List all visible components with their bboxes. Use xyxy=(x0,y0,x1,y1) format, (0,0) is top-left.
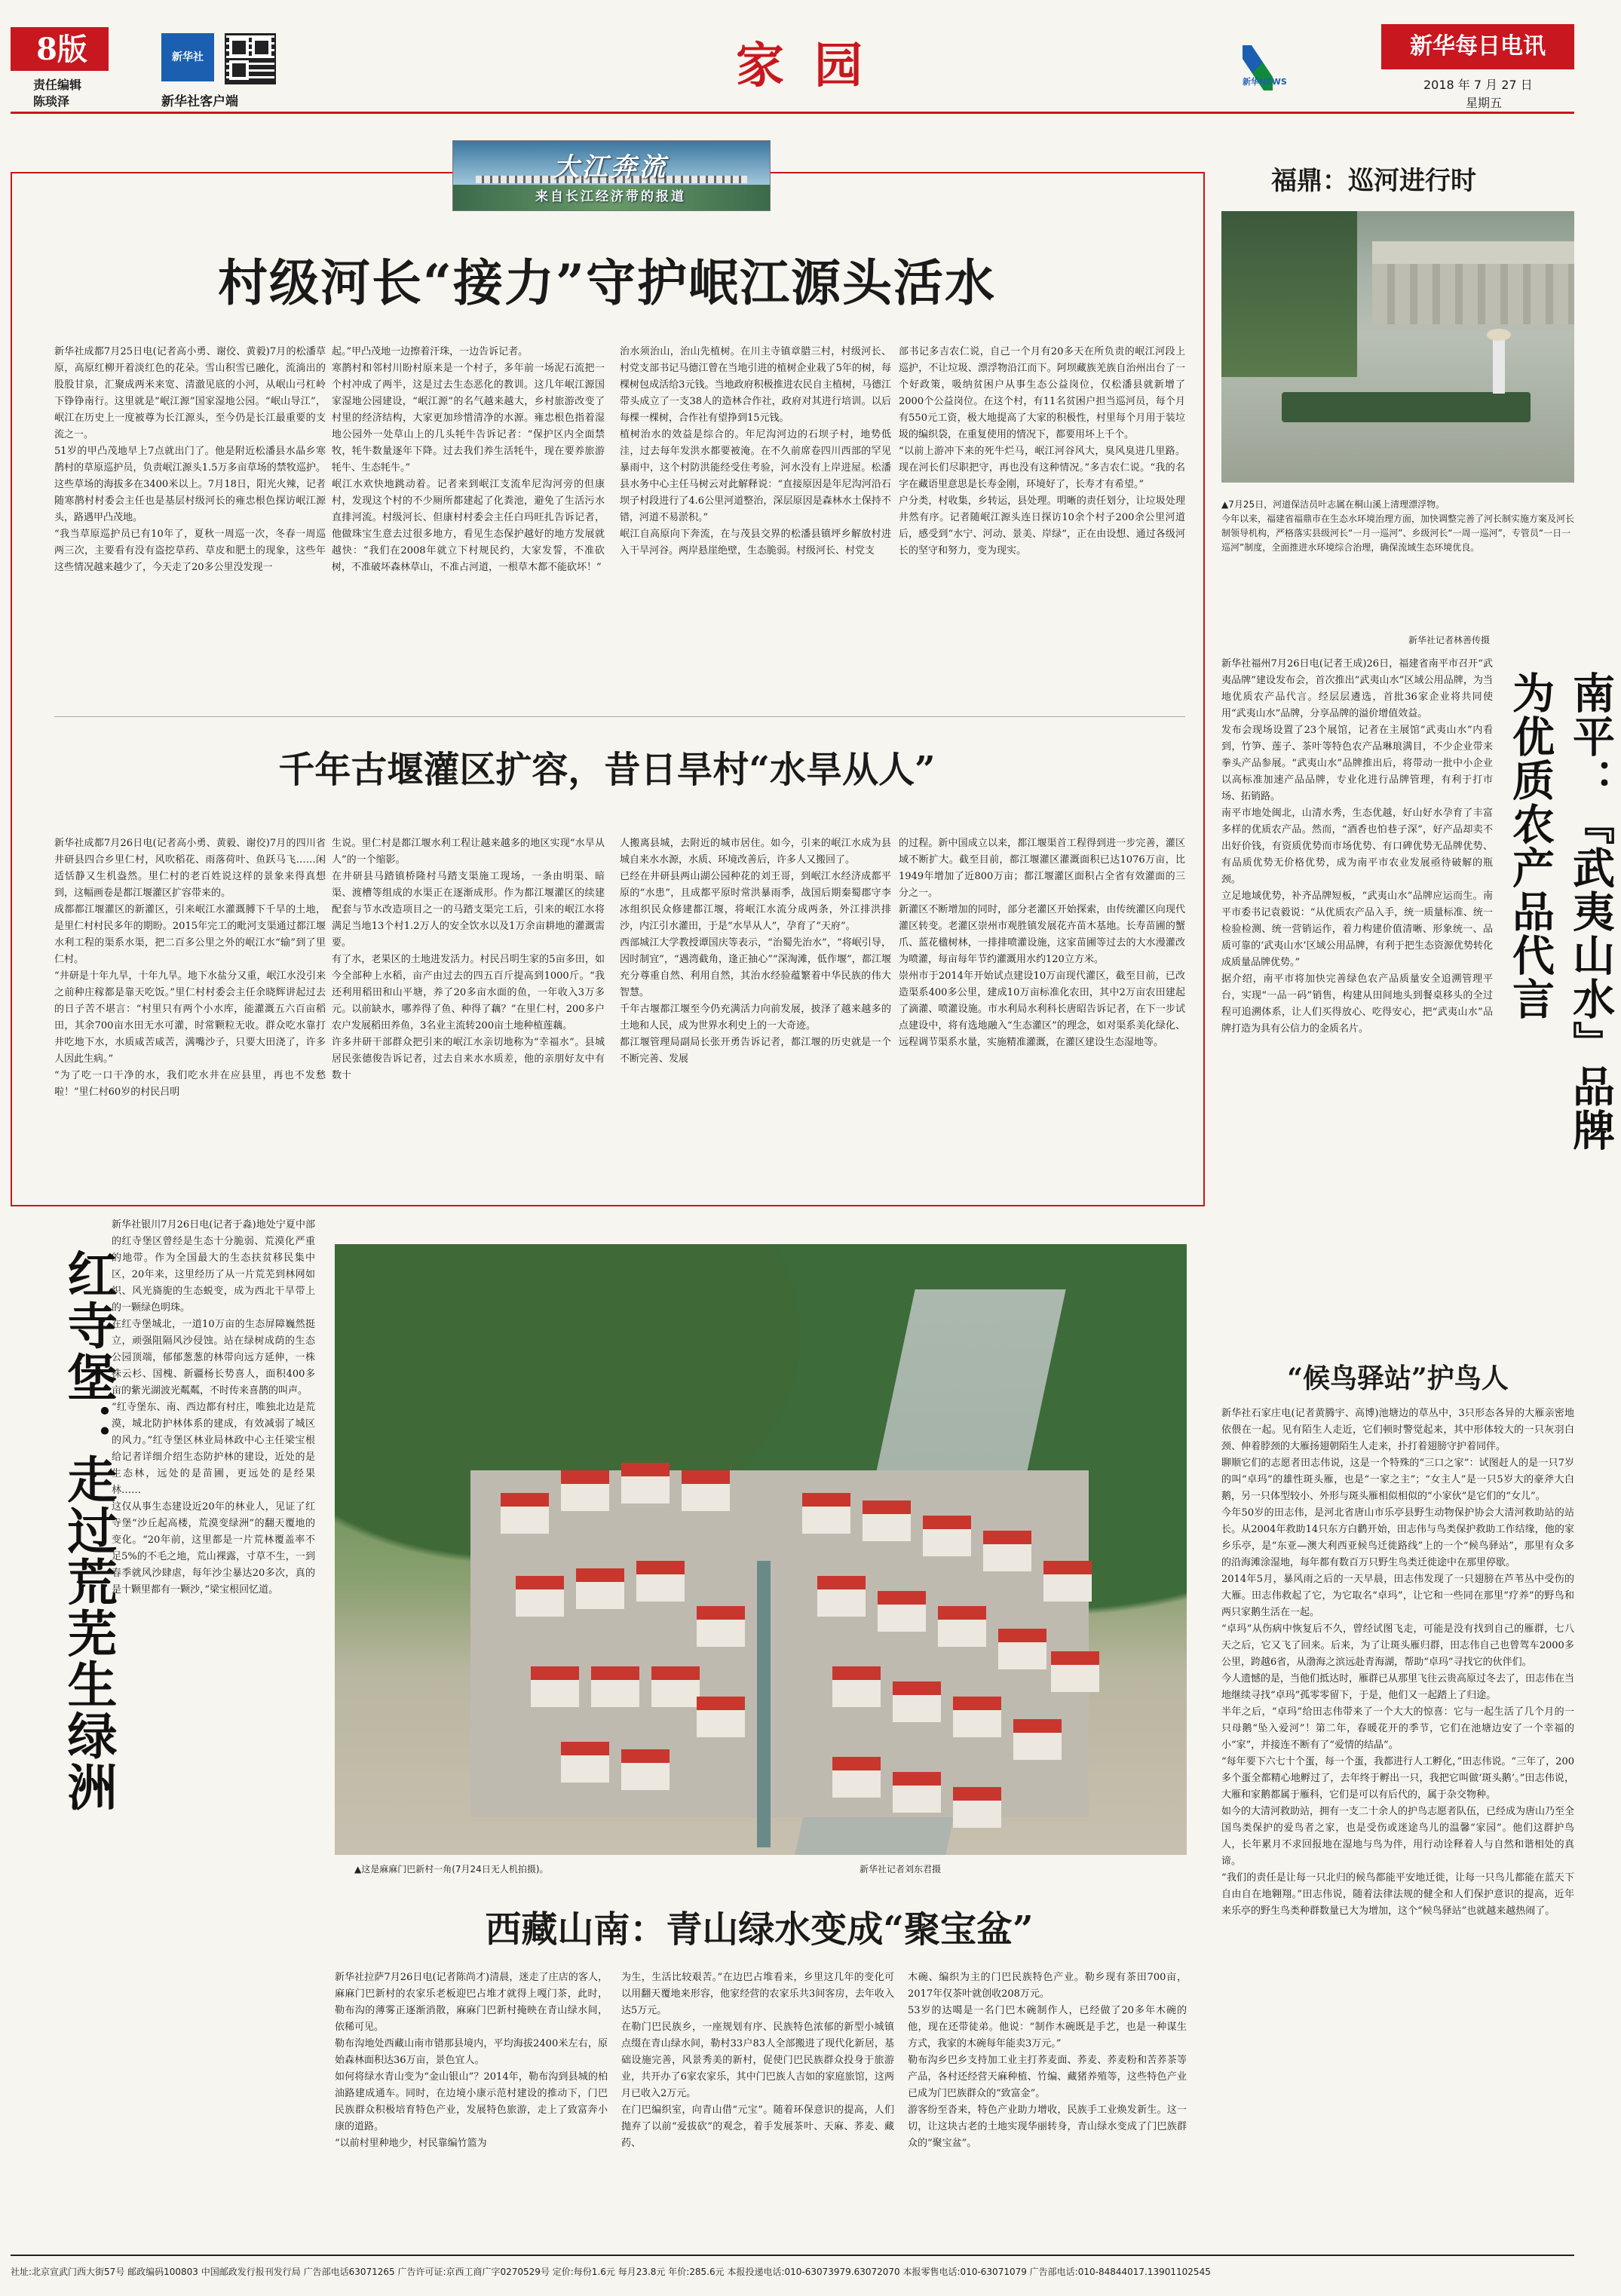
section-title: 家园 xyxy=(736,38,893,94)
editor-label: 责任编辑 xyxy=(33,78,82,92)
article4-col1: 新华社拉萨7月26日电(记者陈尚才)清晨，迷走了庄店的客人，麻麻门巴新村的农家乐老板迎巴占堆才就得上嘎门茶，此时，勒布沟的薄雾正逐渐消散，麻麻门巴新村掩映在青山绿水间，依稀可见。 勒布沟地处西藏山南市错那县境内，平均海拔2400米左右，原始森林面积达36万亩，景色宜人。 如何将绿水青山变为“金山银山”？2014年，勒布沟到县城的柏油路建成通车。同时，在边境小康示范村建设的推动下，门巴民族群众积极培育特色产业，发展特色旅游，走上了致富奔小康的道路。 “以前村里种地少，村民靠编竹篮为 xyxy=(335,1972,608,2149)
village-house xyxy=(682,1470,730,1511)
divider xyxy=(54,716,1185,717)
village-house xyxy=(1043,1561,1092,1602)
article2-col3: 人搬离县城，去附近的城市居住。如今，引来的岷江水成为县城自来水水源，水质、环境改善后，许多人又搬回了。 已经在井研县两山湖公园种花的刘王哥，到岷江水经济成都平原的“水患”，且成都平原时常洪暴雨季，战国后期秦蜀郡守李冰组织民众修建都江堰，将岷江水流分成两条，外江排洪排沙，内江引水灌田，于是“水旱从人”，孕育了“天府”。 西部城江大学教授谭国庆等表示，“治蜀先治水”，“将岷引导，因时制宜”，“遇湾截角，逢正抽心”“深淘滩，低作堰”，都江堰充分尊重自然、利用自然，其治水经验蕴繁着中华民族的伟大智慧。 千年古堰都江堰至今仍充满活力向前发展，披泽了越来越多的土地和人民，成为世界水利史上的一大奇迹。 都江堰管理局副局长张开勇告诉记者，都江堰的历史就是一个不断完善、发展 xyxy=(620,838,891,1065)
village-house xyxy=(697,1697,745,1737)
news-logo-text: 新华NEWS xyxy=(1243,77,1287,87)
village-house xyxy=(1051,1651,1099,1692)
village-house xyxy=(893,1772,941,1813)
village-house xyxy=(561,1742,609,1783)
village-house xyxy=(697,1606,745,1647)
village-house xyxy=(621,1463,670,1504)
article6-headline: “候鸟驿站”护鸟人 xyxy=(1287,1363,1509,1394)
article1-col1: 新华社成都7月25日电(记者高小勇、谢佼、黄毅)7月的松潘草原，高原红柳开着淡红色的花朵。雪山积雪已融化，流淌出的股股甘泉，汇聚成两米来宽、清澈见底的小河，从岷山弓杠岭下铮铮南行。这里就是“岷江源”国家湿地公园。“岷山导江”，岷江在历史上一度被尊为长江源头，至今仍是长江最重要的支流之一。 51岁的甲凸茂地早上7点就出门了。他是附近松潘县水晶乡寒鹊村的草原巡护员，负责岷江源头1.5万多亩草场的禁牧巡护。这些草场的海拔多在3400米以上。7月18日，阳光火辣，记者随寒鹊村村委会主任也是基层村级河长的雍忠根色探访岷江源头，路遇甲凸茂地。 “我当草原巡护员已有10年了，夏秋一周巡一次，冬春一周巡两三次，主要看有没有盗挖草药、草皮和肥土的现象，这些年这些情况越来越少了，今天走了20多公里没发现一 xyxy=(54,346,326,573)
village-house xyxy=(621,1749,670,1790)
article1-col4: 部书记多吉农仁说，自己一个月有20多天在所负责的岷江河段上巡护，不让垃圾、漂浮物沿江而下。阿坝藏族羌族自治州出台了一个好政策，吸纳贫困户从事生态公益岗位，仅松潘县就新增了2000个公益岗位。在这个村，有11名贫困户担当巡河员，每个月有550元工资，极大地提高了大家的积极性，村里每个月用于装垃圾的编织袋，在重复使用的情况下，都要用坏上千个。 “以前上游冲下来的死牛烂马，岷江河谷风大，臭风臭进几里路。现在河长们尽职把守，再也没有这种情况。”多吉农仁说。“我的名字在藏语里意思是长寿金刚，环境好了，长寿才有希望。” 户分类，村收集，乡转运，县处理。明晰的责任划分，让垃圾处理井然有序。记者随岷江源头连日探访10余个村子200余公里河道后，感受到“水宁、河动、景美、岸绿”，正在由设想、通过各级河长的坚守和努力，变为现实。 xyxy=(899,346,1185,556)
village-house xyxy=(576,1568,624,1609)
footer-info: 社址:北京宣武门西大街57号 邮政编码100803 中国邮政发行报刊发行局 广告部电话63071265 广告许可证:京西工商广字0270529号 定价:每份1.6元 每月23.8元 年价:285.6元 本报投递电话:010-63073979.63072070 本报零售电话:010-63071079 广告部电话:010-84844017.13901102545 xyxy=(11,2267,1211,2277)
article1-col3: 治水须治山，治山先植树。在川主寺镇章腊三村，村级河长、村党支部书记马德江曾在当地引进的植树企业栽了5年的树，每棵树包成活给3元钱。当地政府积极推进农民自主植树，马德江带头成立了一支38人的造林合作社，政府对其进行培训。以后每棵一棵树，合作社有望挣到15元钱。 植树治水的效益是综合的。年尼沟河边的石坝子村，地势低洼，过去每年发洪水都要被淹。在不久前席卷四川西部的罕见暴雨中，这个村防洪能经受住考验，河水没有上岸进屋。松潘县水务中心主任马树云对此解释说：“直接原因是年尼沟河沿石坝子村段进行了4.6公里河道整治，深层原因是森林水土保持不错，河道不易淤积。” 岷江自高原向下奔流，在与茂县交界的松潘县镇坪乡解放村进入干旱河谷。两岸悬崖绝壁，生态脆弱。村级河长、村党支 xyxy=(620,346,891,556)
article2-col2: 生说。里仁村是都江堰水利工程让越来越多的地区实现“水旱从人”的一个缩影。 在井研县马踏镇桥隆村马踏支渠施工现场，一条由明渠、暗渠、渡槽等组成的水渠正在逐渐成形。作为都江堰灌区的续建配套与节水改造项目之一的马踏支渠完工后，引来的岷江水将满足当地13个村1.2万人的安全饮水以及1万余亩耕地的灌溉需要。 有了水，老果区的土地进发活力。村民吕明生家的5亩多田，如今全部种上水稻，亩产由过去的四五百斤提高到1000斤。“我还利用稻田和山平塘，养了20多亩水面的鱼，一年收入3万多元。以前缺水，哪养得了鱼、种得了藕？”在里仁村，200多户农户发展稻田养鱼，3名业主流转200亩土地种植莲藕。 许多井研干部群众把引来的岷江水亲切地称为“幸福水”。县城居民张德俊告诉记者，过去自来水水质差，他的亲朋好友中有数十 xyxy=(332,838,605,1081)
issue-date: 2018 年 7 月 27 日 xyxy=(1423,78,1533,92)
aerial-photo-caption: ▲这是麻麻门巴新村一角(7月24日无人机拍摄)。 xyxy=(354,1864,549,1875)
app-label: 新华社客户端 xyxy=(161,94,238,109)
article2-col1: 新华社成都7月26日电(记者高小勇、黄毅、谢佼)7月的四川省井研县四合乡里仁村，风吹稻花、雨落荷叶、鱼跃马飞……闲适恬静又生机盎然。里仁村的老百姓说这样的景象来得真想到，这幅画卷是都江堰灌区扩容带来的。 成都都江堰灌区的新灌区，引来岷江水灌溉膊下千旱的土地，是里仁村村民多年的期盼。2015年完工的毗河支渠通过都江堰水利工程的渠系水渠，把二百多公里之外的岷江水“输”到了里仁村。 “井研是十年九旱，十年九旱。地下水盐分又重，岷江水没引来之前种庄稼都是靠天吃饭。”里仁村村委会主任余晓辉讲起过去的日子苦不堪言：“村里只有两个小水库，能灌溉五六百亩稻田，其余700亩水田无水可灌，时常颗粒无收。群众吃水靠打井吃地下水，水质咸苦咸苦，满嘴沙子，只要大田浇了，许多人因此生病。” “为了吃一口干净的水，我们吃水井在应县里，再也不发愁啦！”里仁村60岁的村民吕明 xyxy=(54,838,326,1098)
river-cleaner-photo xyxy=(1221,211,1574,483)
village-house xyxy=(878,1591,926,1632)
village-house xyxy=(501,1493,549,1534)
river-photo-credit: 新华社记者林善传摄 xyxy=(1408,635,1491,645)
article3-lead: 新华社银川7月26日电(记者于淼)地处宁夏中部的红寺堡区曾经是生态十分脆弱、荒漠化严重的地带。作为全国最大的生态扶贫移民集中区，20年来，这里经历了从一片荒芜到林网如织、风光旖旎的生态蜕变，成为西北干旱带上的一颗绿色明珠。 在红寺堡城北，一道10万亩的生态屏障巍然挺立，顽强阻隔风沙侵蚀。站在绿树成荫的生态公园顶端，郁郁葱葱的林带向远方延伸，一株株云杉、国槐、新疆杨长势喜人，面积400多亩的紫光湖波光粼粼，不时传来喜鹊的叫声。 “红寺堡东、南、西边都有村庄，唯独北边是荒漠，城北防护林体系的建成，有效减弱了城区的风力。”红寺堡区林业局林政中心主任梁宝根给记者详细介绍生态防护林的建设，近处的是生态林，远处的是苗圃，更远处的是经果林…… 这仅从事生态建设近20年的林业人，见证了红寺堡“沙丘起高楼，荒漠变绿洲”的翻天覆地的变化。“20年前，这里都是一片荒林覆盖率不足5%的不毛之地，荒山裸露，寸草不生，一到春季就风沙肆虐，每年沙尘暴达20多次，真的是十颗里都有一颗沙，”梁宝根回忆道。 xyxy=(112,1219,315,1596)
news-brand: 新华每日电讯 xyxy=(1410,33,1546,60)
village-house xyxy=(516,1576,564,1617)
page-number: 8版 xyxy=(36,32,87,67)
village-house xyxy=(591,1666,639,1707)
village-house xyxy=(636,1561,685,1602)
issue-weekday: 星期五 xyxy=(1466,96,1503,110)
article6-body: 新华社石家庄电(记者黄腾宇、高博)池塘边的草丛中，3只形态各异的大雁亲密地依偎在一起。见有陌生人走近，它们顿时警觉起来，其中形体较大的一只灰羽白颈、伸着脖颈的大雁扬翅朝陌生人走来，扑打着翅膀守护着同伴。 聊顺它们的志愿者田志伟说，这是一个特殊的“三口之家”：试图赶人的是一只7岁的叫“卓玛”的雄性斑头雁，也是“一家之主”；“女主人”是一只5岁大的豪斧大白鹅，另一只体型较小、外形与斑头雁相似相似的“小家伙”是它们的“女儿”。 今年50岁的田志伟，是河北省唐山市乐亭县野生动物保护协会大清河救助站的站长。从2004年救助14只东方白鹳开始，田志伟与鸟类保护救助工作结缘，他的家乡乐亭，是“东亚—澳大利西亚候鸟迁徙路线”上的一个“候鸟驿站”，那里有众多的沿海滩涂湿地，每年都有数百万只野生鸟类迁徙途中在那里停歇。 2014年5月，暴风雨之后的一天早晨，田志伟发现了一只翅膀在芦苇丛中受伤的大雁。田志伟救起了它，为它取名“卓玛”，让它和一些同在那里“疗养”的野鸟和两只家鹅生活在一起。 “卓玛”从伤病中恢复后不久，曾经试图飞走，可能是没有找到自己的雁群，七八天之后，它又飞了回来。后来，为了让斑头雁归群，田志伟自己也曾驾车2000多公里，跨越6省，从渤海之滨远赴青海湖，帮助“卓玛”寻找它的伙伴们。 今人遗憾的是，当他们抵达时，雁群已从那里飞往云贵高原过冬去了，田志伟在当地继续寻找“卓玛”孤零零留下，于是，他们又一起踏上了归途。 半年之后，“卓玛”给田志伟带来了一个大大的惊喜：它与一起生活了几个月的一只母鹅“坠入爱河”！第二年，春暖花开的季节，它们在池塘边安了一个幸福的小“家”，并接连不断有了“爱情的结晶”。 “每年要下六七十个蛋，每一个蛋，我都进行人工孵化，”田志伟说。“三年了，200多个蛋全都精心地孵过了，去年终于孵出一只，我把它叫做‘斑头鹅’。”田志伟说，大雁和家鹅都属于雁科，它们是可以有后代的，属于杂交物种。 如今的大清河救助站，拥有一支二十余人的护鸟志愿者队伍，已经成为唐山乃至全国鸟类保护的爱鸟者之家，也是受伤或迷途鸟儿的温馨“家园”。他们这群护鸟人，长年累月不求回报地在湿地与鸟为伴，用行动诠释着人与自然和谐相处的真谛。 “我们的责任是让每一只北归的候鸟都能平安地迁徙，让每一只鸟儿都能在蓝天下自由自在地翱翔。”田志伟说，随着法律法规的健全和人们保护意识的提高，近年来乐亭的野生鸟类种群数量已大为增加，这个“候鸟驿站”也就越来越热闹了。 xyxy=(1221,1408,1575,1917)
village-house xyxy=(531,1666,579,1707)
article4-headline: 西藏山南：青山绿水变成“聚宝盆” xyxy=(485,1908,1034,1951)
article1-col2: 起。”甲凸茂地一边擦着汗珠，一边告诉记者。 寒鹊村和邻村川盼村原来是一个村子，多年前一场泥石流把一个村冲成了两半，这是过去生态恶化的教训。这几年岷江源国家湿地公园建设，“岷江源”的名气越来越大，乡村旅游改变了村里的经济结构，大家更加珍惜清净的水源。雍忠根色指着湿地公园外一处草山上的几头牦牛告诉记者：“保护区内全面禁牧，牦牛数量逐年下降。过去我们养生活牦牛，现在要养旅游牦牛、生态牦牛。” 岷江水欢快地跳动着。记者来到岷江支流牟尼沟河旁的但康村，发现这个村的不少厕所都建起了化粪池，避免了生活污水直排河流。村级河长、但康村村委会主任白玛旺扎告诉记者，他做珠宝生意去过很多地方，看见生态保护越好的地方发展就越快：“我们在2008年就立下村规民约，大家发誓，不准砍树，不准破坏森林草山，不准占河道，一根草木都不能砍坏！” xyxy=(332,346,605,573)
aerial-village-photo xyxy=(335,1244,1187,1855)
village-house xyxy=(802,1493,850,1534)
article4-col3: 木碗、编织为主的门巴民族特色产业。勒乡现有茶田700亩，2017年仅茶叶就创收208万元。 53岁的达噶是一名门巴木碗制作人，已经做了20多年木碗的他，现在还带徒弟。他说：“制作木碗既是手艺，也是一种谋生方式，我家的木碗每年能卖3万元。” 勒布沟乡巴乡支持加工业主打荞麦面、荞麦、荞麦粉和苦荞茶等产品，各村还经营天麻种植、竹编、藏猪养殖等，这些特色产业已成为门巴族群众的“致富金”。 游客纷至沓来，特色产业助力增收，民族手工业焕发新生。这一切，让这块古老的土地实现华丽转身，青山绿水变成了门巴族群众的“聚宝盆”。 xyxy=(908,1972,1187,2149)
article2-headline: 千年古堰灌区扩容，昔日旱村“水旱从人” xyxy=(278,749,936,791)
article4-col2: 为生，生活比较艰苦。”在边巴占堆看来，乡里这几年的变化可以用翻天覆地来形容，他家经营的农家乐共3间客房，去年收入达5万元。 在勒门巴民族乡，一座规划有序、民族特色浓郁的新型小城镇点缀在青山绿水间，勒村33户83人全部搬进了现代化新居，基础设施完善，风景秀美的新村，促使门巴民族群众投身于旅游业，共开办了6家农家乐，其中门巴族人吉如的家庭旅馆，这两月已收入2万元。 在门巴编织室，向青山借“元宝”。随着环保意识的提高，人们抛弃了以前“爱拔砍”的观念，着手发展茶叶、天麻、荞麦、藏药、 xyxy=(621,1972,894,2149)
village-house xyxy=(893,1681,941,1722)
article5-vertical-title: 南平：『武夷山水』品牌为优质农产品代言 xyxy=(1506,671,1616,1152)
village-house xyxy=(998,1629,1046,1669)
article3-vertical-title: 红寺堡：走过荒芜生绿洲 xyxy=(59,1249,118,1813)
village-house xyxy=(817,1576,866,1617)
village-house xyxy=(938,1606,986,1647)
village-house xyxy=(983,1531,1031,1571)
village-house xyxy=(651,1666,700,1707)
village-house xyxy=(1013,1719,1062,1760)
article5-body: 新华社福州7月26日电(记者王成)26日，福建省南平市召开“武夷品牌”建设发布会，首次推出“武夷山水”区域公用品牌，为当地优质农产品代言。经层层遴选，首批36家企业将共同使用“武夷山水”品牌，分享品牌的溢价增值效益。 发布会现场设置了23个展馆，记者在主展馆“武夷山水”内看到，竹笋、莲子、茶叶等特色农产品琳琅满目，不少企业带来拳头产品参展。“武夷山水”品牌推出后，将带动一批中小企业以高标准加速产品品牌，专业化进行品牌管理，有利于打市场、拓销路。 南平市地处闽北，山清水秀，生态优越，好山好水孕育了丰富多样的优质农产品。然而，“酒香也怕巷子深”，好产品却卖不出好价钱，有资质优势而市场优势、有口碑优势无品牌优势、有品质优势无价格优势，成为南平市农业发展亟待破解的瓶颈。 立足地域优势，补齐品牌短板，“武夷山水”品牌应运而生。南平市委书记袁毅说：“从优质农产品入手，统一质量标准、统一检验检测、统一营销运作，着力构建价值清晰、形象统一、品质可靠的‘武夷山水’区域公用品牌，有利于把生态资源优势转化成质量品牌优势。” 据介绍，南平市将加快完善绿色农产品质量安全追溯管理平台，实现“一品一码”销售，构建从田间地头到餐桌移头的全过程可追溯体系，让人们买得放心、吃得安心，把“武夷山水”品牌打造为具有公信力的金质名片。 xyxy=(1221,658,1493,1035)
right-photo-title: 福鼎：巡河进行时 xyxy=(1271,166,1476,196)
article2-col4: 的过程。新中国成立以来，都江堰渠首工程得到进一步完善，灌区域不断扩大。截至目前，都江堰灌区灌溉面积已达1076万亩，比1949年增加了近800万亩；都江堰灌区面积占全省有效灌面的三分之一。 新灌区不断增加的同时，部分老灌区开始探索，由传统灌区向现代灌区转变。老灌区崇州市观胜镇发展花卉苗木基地。长寿苗圃的蟹爪、蓝花楹树林，一排排喷灌设施，这家苗圃等过去的大水漫灌改为喷灌，每亩每年节约灌溉用水约120立方米。 崇州市于2014年开始试点建设10万亩现代灌区，截至目前，已改造渠系400多公里，建成10万亩标准化农田，其中2万亩农田建起了滴灌、喷灌设施。市水利局水利科长唐昭告诉记者，在下一步试点建设中，将有选地融入“生态灌区”的理念，如对渠系美化绿化、远程调节渠系水量，实施精准灌溉，在灌区建设生态湿地等。 xyxy=(899,838,1185,1048)
series-banner-title: 大江奔流 xyxy=(553,152,668,182)
river-photo-caption: ▲7月25日，河道保洁员叶志属在桐山溪上清理漂浮物。 今年以来，福建省福鼎市在生态水环境治理方面，加快调整完善了河长制实施方案及河长制领导机构，严格落实县级河长“一月一巡河”、乡级河长“一周一巡河”，专管员“一日一巡河”制度，全面推进水环境综合治理，确保流域生态环境优良。 xyxy=(1221,499,1575,553)
village-house xyxy=(953,1787,1001,1828)
article1-headline: 村级河长“接力”守护岷江源头活水 xyxy=(218,253,996,312)
aerial-photo-credit: 新华社记者刘东君摄 xyxy=(860,1864,942,1875)
village-house xyxy=(832,1666,881,1707)
editor-name: 陈琰泽 xyxy=(33,94,70,109)
village-house xyxy=(561,1470,609,1511)
village-house xyxy=(863,1501,911,1541)
village-house xyxy=(832,1757,881,1798)
series-banner-subtitle: 来自长江经济带的报道 xyxy=(535,189,686,204)
xinhua-app-logo: 新华社 xyxy=(161,33,214,81)
news-logo xyxy=(1243,45,1285,95)
qr-code-icon xyxy=(225,33,276,84)
masthead-rule xyxy=(11,112,1574,114)
village-house xyxy=(923,1516,971,1556)
village-house xyxy=(953,1697,1001,1737)
footer-rule xyxy=(11,2255,1574,2256)
